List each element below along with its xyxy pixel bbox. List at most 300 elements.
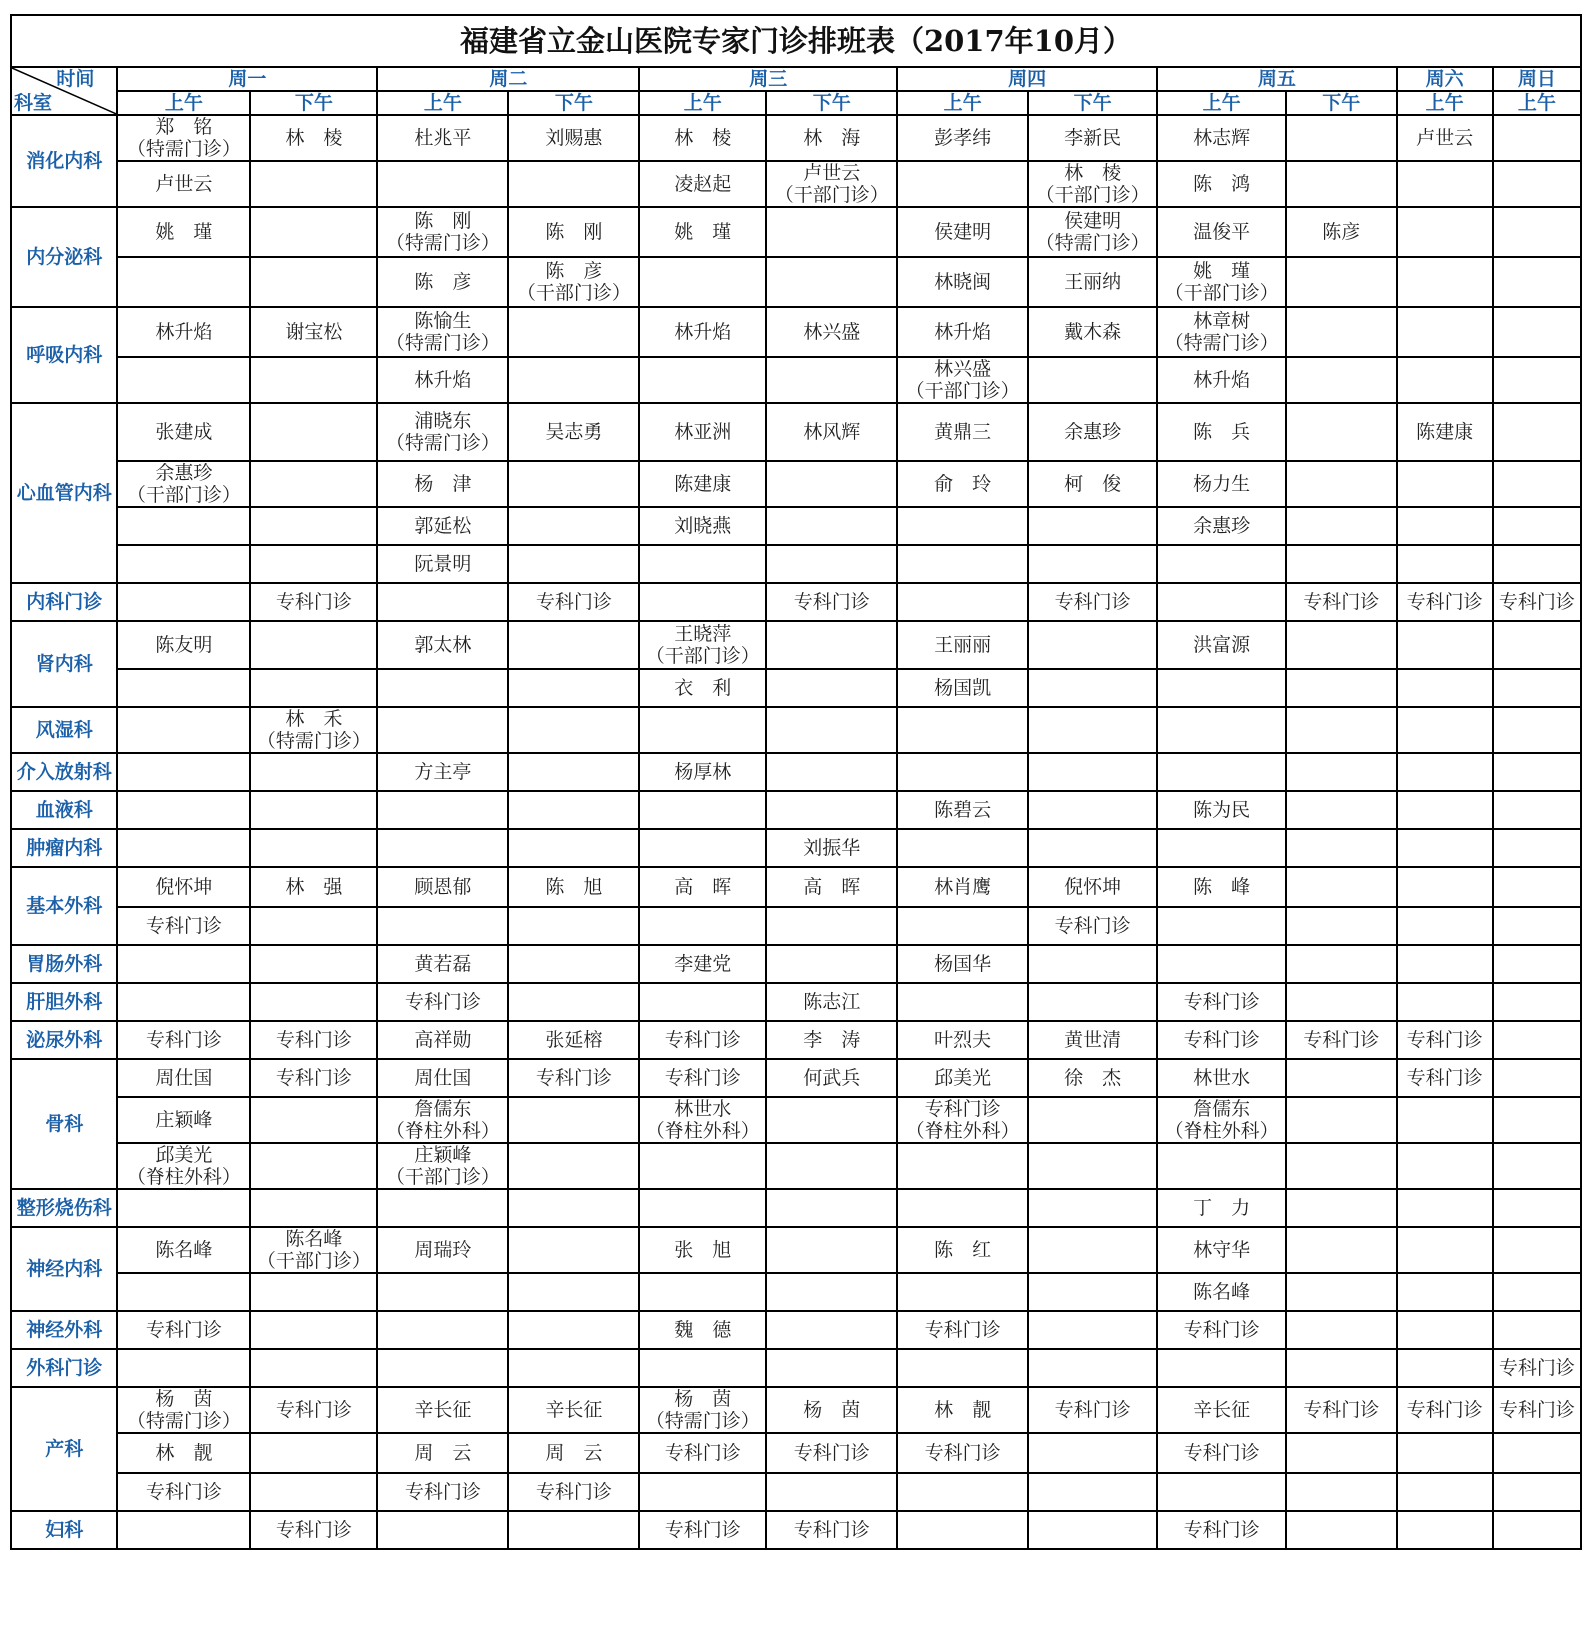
doctor-name: 林肖鹰	[934, 876, 992, 898]
table-row	[11, 115, 1581, 161]
doctor-name: 专科门诊	[793, 1519, 870, 1541]
clinic-note: （特需门诊）	[1164, 332, 1279, 354]
doctor-name: 庄颖峰	[155, 1109, 213, 1131]
schedule-cell	[1157, 1021, 1286, 1059]
table-row	[11, 1097, 1581, 1143]
doctor-name: 专科门诊	[275, 1399, 352, 1421]
schedule-cell	[897, 207, 1028, 257]
schedule-cell	[1028, 707, 1157, 753]
schedule-cell	[250, 867, 377, 907]
table-row	[11, 1511, 1581, 1549]
schedule-cell	[117, 1387, 250, 1433]
table-row	[11, 507, 1581, 545]
schedule-cell	[508, 867, 639, 907]
schedule-cell	[1286, 1227, 1397, 1273]
schedule-cell	[377, 1059, 508, 1097]
schedule-cell	[1286, 791, 1397, 829]
doctor-name: 王晓萍	[674, 623, 732, 645]
schedule-cell	[377, 115, 508, 161]
schedule-cell	[250, 829, 377, 867]
schedule-cell	[1493, 1097, 1581, 1143]
schedule-cell	[897, 583, 1028, 621]
schedule-cell	[1286, 945, 1397, 983]
doctor-name: 刘赐惠	[545, 127, 603, 149]
doctor-name: 周瑞玲	[414, 1239, 472, 1261]
doctor-name: 彭孝纬	[934, 127, 992, 149]
schedule-cell	[508, 1511, 639, 1549]
schedule-cell	[250, 707, 377, 753]
schedule-cell	[766, 461, 897, 507]
schedule-cell	[377, 1189, 508, 1227]
doctor-name: 专科门诊	[1498, 1357, 1575, 1379]
doctor-name: 林 棱	[285, 127, 343, 149]
schedule-cell	[897, 1059, 1028, 1097]
schedule-cell	[117, 1349, 250, 1387]
doctor-name: 林兴盛	[934, 358, 992, 380]
doctor-name: 林 强	[285, 876, 343, 898]
schedule-cell	[639, 1387, 766, 1433]
schedule-cell	[250, 1311, 377, 1349]
schedule-cell	[1397, 1349, 1493, 1387]
schedule-cell	[1157, 1143, 1286, 1189]
doctor-name: 陈彦	[1322, 221, 1361, 243]
schedule-cell	[1493, 257, 1581, 307]
schedule-cell	[897, 1511, 1028, 1549]
doctor-name: 专科门诊	[1303, 1399, 1380, 1421]
schedule-cell	[508, 507, 639, 545]
doctor-name: 杨力生	[1193, 473, 1251, 495]
schedule-cell	[766, 403, 897, 461]
clinic-note: （干部门诊）	[774, 184, 889, 206]
doctor-name: 陈名峰	[1193, 1281, 1251, 1303]
doctor-name: 杨 津	[414, 473, 472, 495]
schedule-cell	[1397, 1021, 1493, 1059]
doctor-name: 林升焰	[1193, 369, 1251, 391]
schedule-cell	[508, 1059, 639, 1097]
schedule-cell	[1397, 983, 1493, 1021]
schedule-cell	[1157, 1473, 1286, 1511]
doctor-name: 辛长征	[1193, 1399, 1251, 1421]
schedule-cell	[1493, 753, 1581, 791]
doctor-name: 陈碧云	[934, 799, 992, 821]
schedule-cell	[250, 583, 377, 621]
schedule-cell	[377, 669, 508, 707]
doctor-name: 专科门诊	[924, 1319, 1001, 1341]
schedule-cell	[508, 707, 639, 753]
table-row	[11, 357, 1581, 403]
schedule-cell	[508, 207, 639, 257]
schedule-cell	[639, 1311, 766, 1349]
schedule-cell	[897, 1387, 1028, 1433]
schedule-cell	[377, 867, 508, 907]
schedule-cell	[377, 829, 508, 867]
clinic-note: （特需门诊）	[126, 138, 241, 160]
doctor-name: 姚 瑾	[155, 221, 213, 243]
schedule-cell	[1028, 461, 1157, 507]
schedule-cell	[377, 983, 508, 1021]
schedule-cell	[1028, 403, 1157, 461]
doctor-name: 王丽纳	[1064, 271, 1122, 293]
schedule-cell	[250, 1433, 377, 1473]
schedule-cell	[1397, 753, 1493, 791]
schedule-cell	[117, 753, 250, 791]
clinic-note: （干部门诊）	[645, 645, 760, 667]
doctor-name: 谢宝松	[285, 321, 343, 343]
doctor-name: 徐 杰	[1064, 1067, 1122, 1089]
schedule-cell	[1286, 257, 1397, 307]
schedule-cell	[377, 1227, 508, 1273]
schedule-cell	[1493, 621, 1581, 669]
schedule-cell	[639, 1227, 766, 1273]
schedule-cell	[377, 1349, 508, 1387]
schedule-cell	[1493, 1473, 1581, 1511]
schedule-cell	[1286, 1097, 1397, 1143]
schedule-cell	[1493, 545, 1581, 583]
slot-header: 上午	[117, 91, 250, 115]
schedule-cell	[897, 1473, 1028, 1511]
schedule-cell	[1286, 1387, 1397, 1433]
doctor-name: 专科门诊	[924, 1442, 1001, 1464]
doctor-name: 陈 旭	[545, 876, 603, 898]
schedule-cell	[117, 403, 250, 461]
schedule-cell	[1157, 1273, 1286, 1311]
doctor-name: 陈 鸿	[1193, 173, 1251, 195]
schedule-cell	[377, 1473, 508, 1511]
schedule-cell	[1397, 707, 1493, 753]
schedule-cell	[1397, 621, 1493, 669]
schedule-cell	[1397, 1433, 1493, 1473]
schedule-cell	[117, 983, 250, 1021]
doctor-name: 林升焰	[155, 321, 213, 343]
schedule-cell	[1493, 1311, 1581, 1349]
schedule-cell	[117, 867, 250, 907]
schedule-cell	[1397, 257, 1493, 307]
doctor-name: 林守华	[1193, 1239, 1251, 1261]
doctor-name: 辛长征	[414, 1399, 472, 1421]
doctor-name: 林 海	[803, 127, 861, 149]
schedule-cell	[1493, 461, 1581, 507]
doctor-name: 林升焰	[414, 369, 472, 391]
table-row	[11, 257, 1581, 307]
schedule-cell	[1028, 1021, 1157, 1059]
schedule-cell	[766, 753, 897, 791]
schedule-cell	[1493, 1059, 1581, 1097]
doctor-name: 詹儒东	[1193, 1098, 1251, 1120]
schedule-cell	[1493, 907, 1581, 945]
schedule-cell	[250, 307, 377, 357]
schedule-cell	[250, 403, 377, 461]
schedule-cell	[1157, 507, 1286, 545]
table-row	[11, 1227, 1581, 1273]
schedule-cell	[377, 791, 508, 829]
schedule-sheet	[10, 14, 1582, 1550]
clinic-note: （脊柱外科）	[126, 1166, 241, 1188]
schedule-cell	[1286, 669, 1397, 707]
schedule-cell	[1157, 945, 1286, 983]
schedule-cell	[117, 669, 250, 707]
doctor-name: 专科门诊	[1054, 591, 1131, 613]
schedule-cell	[639, 161, 766, 207]
schedule-cell	[1397, 507, 1493, 545]
schedule-cell	[766, 621, 897, 669]
schedule-cell	[1028, 1433, 1157, 1473]
schedule-cell	[1286, 1473, 1397, 1511]
schedule-cell	[1157, 161, 1286, 207]
doctor-name: 卢世云	[155, 173, 213, 195]
schedule-cell	[639, 461, 766, 507]
schedule-cell	[117, 583, 250, 621]
schedule-cell	[250, 983, 377, 1021]
slot-header: 上午	[1397, 91, 1493, 115]
schedule-cell	[897, 867, 1028, 907]
schedule-cell	[117, 1473, 250, 1511]
doctor-name: 林亚洲	[674, 421, 732, 443]
schedule-cell	[117, 507, 250, 545]
table-row	[11, 1473, 1581, 1511]
schedule-cell	[1028, 1473, 1157, 1511]
table-row	[11, 707, 1581, 753]
schedule-cell	[250, 161, 377, 207]
schedule-cell	[1493, 115, 1581, 161]
schedule-cell	[117, 161, 250, 207]
doctor-name: 顾恩郁	[414, 876, 472, 898]
schedule-cell	[250, 1097, 377, 1143]
department-name: 神经外科	[11, 1311, 117, 1349]
schedule-cell	[117, 115, 250, 161]
clinic-note: （干部门诊）	[905, 380, 1020, 402]
doctor-name: 陈 红	[934, 1239, 992, 1261]
clinic-note: （干部门诊）	[1164, 282, 1279, 304]
schedule-cell	[897, 907, 1028, 945]
schedule-cell	[250, 791, 377, 829]
doctor-name: 林 禾	[285, 708, 343, 730]
schedule-cell	[1286, 1311, 1397, 1349]
schedule-cell	[117, 307, 250, 357]
schedule-cell	[1397, 945, 1493, 983]
doctor-name: 专科门诊	[1183, 1319, 1260, 1341]
schedule-cell	[639, 621, 766, 669]
schedule-cell	[1028, 829, 1157, 867]
doctor-name: 专科门诊	[145, 1029, 222, 1051]
doctor-name: 林世水	[1193, 1067, 1251, 1089]
department-name: 血液科	[11, 791, 117, 829]
doctor-name: 辛长征	[545, 1399, 603, 1421]
schedule-cell	[1286, 403, 1397, 461]
schedule-cell	[766, 1059, 897, 1097]
slot-header: 上午	[639, 91, 766, 115]
schedule-cell	[1157, 545, 1286, 583]
doctor-name: 姚 瑾	[1193, 260, 1251, 282]
schedule-cell	[1493, 507, 1581, 545]
doctor-name: 姚 瑾	[674, 221, 732, 243]
schedule-cell	[639, 791, 766, 829]
schedule-cell	[897, 357, 1028, 403]
schedule-cell	[1493, 1227, 1581, 1273]
schedule-cell	[766, 257, 897, 307]
doctor-name: 林升焰	[934, 321, 992, 343]
schedule-cell	[766, 357, 897, 403]
schedule-cell	[1028, 983, 1157, 1021]
doctor-name: 林 靓	[934, 1399, 992, 1421]
schedule-cell	[377, 907, 508, 945]
doctor-name: 专科门诊	[145, 915, 222, 937]
doctor-name: 专科门诊	[793, 1442, 870, 1464]
doctor-name: 俞 玲	[934, 473, 992, 495]
schedule-cell	[639, 307, 766, 357]
schedule-cell	[1157, 1311, 1286, 1349]
table-row	[11, 307, 1581, 357]
schedule-cell	[897, 621, 1028, 669]
doctor-name: 杨 茵	[803, 1399, 861, 1421]
schedule-cell	[117, 1143, 250, 1189]
doctor-name: 专科门诊	[1498, 1399, 1575, 1421]
schedule-cell	[1157, 357, 1286, 403]
schedule-cell	[639, 829, 766, 867]
schedule-cell	[117, 1511, 250, 1549]
schedule-cell	[639, 207, 766, 257]
doctor-name: 余惠珍	[1193, 515, 1251, 537]
schedule-cell	[766, 1349, 897, 1387]
schedule-cell	[766, 791, 897, 829]
schedule-cell	[377, 161, 508, 207]
schedule-cell	[897, 791, 1028, 829]
doctor-name: 林兴盛	[803, 321, 861, 343]
schedule-cell	[377, 1311, 508, 1349]
schedule-cell	[117, 1059, 250, 1097]
schedule-cell	[766, 829, 897, 867]
schedule-cell	[1028, 161, 1157, 207]
schedule-cell	[639, 983, 766, 1021]
doctor-name: 林风辉	[803, 421, 861, 443]
schedule-cell	[1397, 403, 1493, 461]
doctor-name: 陈名峰	[155, 1239, 213, 1261]
doctor-name: 洪富源	[1193, 634, 1251, 656]
schedule-cell	[897, 707, 1028, 753]
doctor-name: 专科门诊	[1406, 591, 1483, 613]
schedule-cell	[1028, 1227, 1157, 1273]
schedule-cell	[1286, 307, 1397, 357]
doctor-name: 杜兆平	[414, 127, 472, 149]
schedule-cell	[1028, 1511, 1157, 1549]
department-name: 骨科	[11, 1059, 117, 1189]
doctor-name: 温俊平	[1193, 221, 1251, 243]
department-name: 基本外科	[11, 867, 117, 945]
schedule-cell	[250, 507, 377, 545]
doctor-name: 杨 茵	[155, 1388, 213, 1410]
schedule-cell	[1157, 1433, 1286, 1473]
table-row	[11, 1433, 1581, 1473]
schedule-cell	[1493, 1189, 1581, 1227]
schedule-cell	[766, 1097, 897, 1143]
schedule-cell	[1286, 1433, 1397, 1473]
schedule-cell	[1028, 545, 1157, 583]
doctor-name: 卢世云	[1416, 127, 1474, 149]
slot-header: 下午	[1286, 91, 1397, 115]
schedule-cell	[1493, 829, 1581, 867]
table-row	[11, 545, 1581, 583]
schedule-cell	[377, 461, 508, 507]
doctor-name: 专科门诊	[1054, 915, 1131, 937]
doctor-name: 陈为民	[1193, 799, 1251, 821]
schedule-cell	[897, 461, 1028, 507]
schedule-cell	[639, 669, 766, 707]
schedule-cell	[639, 357, 766, 403]
schedule-cell	[117, 357, 250, 403]
doctor-name: 詹儒东	[414, 1098, 472, 1120]
table-row	[11, 1059, 1581, 1097]
doctor-name: 专科门诊	[664, 1442, 741, 1464]
doctor-name: 刘振华	[803, 837, 861, 859]
schedule-cell	[508, 461, 639, 507]
clinic-note: （特需门诊）	[385, 332, 500, 354]
schedule-cell	[250, 1273, 377, 1311]
doctor-name: 李 涛	[803, 1029, 861, 1051]
schedule-cell	[1028, 621, 1157, 669]
schedule-cell	[250, 753, 377, 791]
doctor-name: 专科门诊	[664, 1067, 741, 1089]
clinic-note: （特需门诊）	[126, 1410, 241, 1432]
department-name: 肾内科	[11, 621, 117, 707]
schedule-cell	[766, 307, 897, 357]
schedule-cell	[377, 621, 508, 669]
schedule-cell	[639, 1021, 766, 1059]
schedule-cell	[250, 1227, 377, 1273]
schedule-cell	[1028, 357, 1157, 403]
day-header: 周三	[639, 67, 897, 91]
doctor-name: 专科门诊	[1303, 1029, 1380, 1051]
schedule-cell	[250, 669, 377, 707]
schedule-cell	[1397, 161, 1493, 207]
doctor-name: 周仕国	[155, 1067, 213, 1089]
schedule-cell	[1028, 207, 1157, 257]
schedule-cell	[639, 403, 766, 461]
schedule-cell	[1286, 1511, 1397, 1549]
schedule-cell	[250, 945, 377, 983]
schedule-cell	[1286, 983, 1397, 1021]
schedule-cell	[639, 257, 766, 307]
schedule-cell	[508, 1097, 639, 1143]
doctor-name: 何武兵	[803, 1067, 861, 1089]
doctor-name: 卢世云	[803, 162, 861, 184]
day-header: 周六	[1397, 67, 1493, 91]
department-name: 风湿科	[11, 707, 117, 753]
schedule-cell	[1493, 983, 1581, 1021]
schedule-cell	[117, 1021, 250, 1059]
doctor-name: 高 晖	[803, 876, 861, 898]
schedule-cell	[897, 1227, 1028, 1273]
schedule-cell	[1493, 207, 1581, 257]
day-header: 周日	[1493, 67, 1581, 91]
schedule-cell	[1157, 867, 1286, 907]
schedule-cell	[377, 1511, 508, 1549]
doctor-name: 周仕国	[414, 1067, 472, 1089]
schedule-cell	[508, 1387, 639, 1433]
doctor-name: 专科门诊	[535, 591, 612, 613]
schedule-cell	[1157, 207, 1286, 257]
doctor-name: 杨厚林	[674, 761, 732, 783]
schedule-cell	[250, 207, 377, 257]
doctor-name: 庄颖峰	[414, 1144, 472, 1166]
table-row	[11, 669, 1581, 707]
schedule-cell	[897, 945, 1028, 983]
schedule-cell	[508, 1189, 639, 1227]
schedule-cell	[897, 1311, 1028, 1349]
doctor-name: 杨国华	[934, 953, 992, 975]
doctor-name: 阮景明	[414, 553, 472, 575]
slot-header: 上午	[1157, 91, 1286, 115]
schedule-cell	[1028, 945, 1157, 983]
doctor-name: 专科门诊	[275, 1029, 352, 1051]
